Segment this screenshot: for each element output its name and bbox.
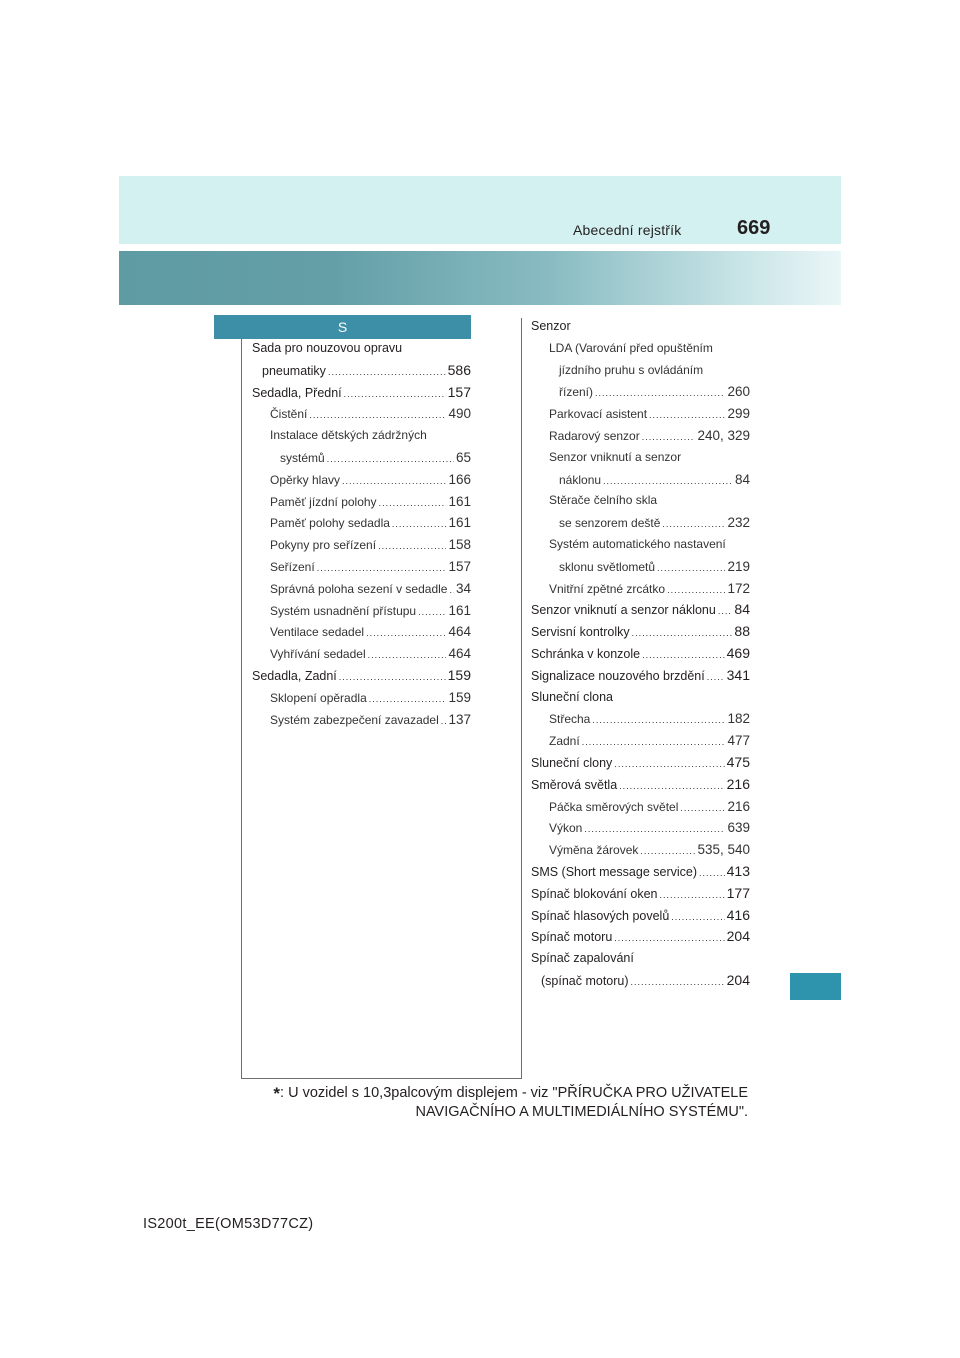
index-entry <box>252 709 471 731</box>
dot-leader <box>592 710 725 730</box>
decorative-gradient-band <box>119 251 841 305</box>
index-entry-term: Spínač blokování oken <box>531 886 658 901</box>
index-entry-page: 475 <box>726 753 750 770</box>
dot-leader <box>595 383 725 403</box>
index-entry <box>252 469 471 491</box>
index-entry-page: 464 <box>448 624 471 640</box>
index-entry-page: 159 <box>447 666 471 683</box>
index-entry <box>252 687 471 709</box>
index-column-left <box>252 338 471 730</box>
dot-leader <box>344 384 446 404</box>
index-entry-term: Páčka směrových světel <box>549 799 679 814</box>
dot-leader <box>614 754 724 774</box>
index-entry <box>531 534 750 556</box>
index-entry-term: Správná poloha sezení v sedadle <box>270 581 448 596</box>
index-entry-term: Spínač motoru <box>531 930 613 945</box>
index-entry <box>252 556 471 578</box>
index-entry-page: 166 <box>448 471 471 487</box>
section-letter-bar: S <box>214 315 471 339</box>
index-entry <box>531 469 750 491</box>
index-entry-term: Systém zabezpečení zavazadel <box>270 712 439 727</box>
index-entry-page: 65 <box>455 449 471 465</box>
index-entry <box>531 796 750 818</box>
index-entry-page: 157 <box>448 558 471 574</box>
index-entry-term: řízení) <box>559 385 594 400</box>
index-entry <box>252 534 471 556</box>
index-entry <box>252 512 471 534</box>
index-entry-page: 157 <box>447 383 471 400</box>
index-entry <box>531 490 750 512</box>
footnote-line-2: NAVIGAČNÍHO A MULTIMEDIÁLNÍHO SYSTÉMU". <box>415 1104 748 1120</box>
dot-leader <box>342 471 446 491</box>
dot-leader <box>718 601 733 621</box>
index-entry-term: LDA (Varování před opuštěním <box>549 340 713 355</box>
index-entry-page: 240, 329 <box>697 427 750 443</box>
index-entry-page: 341 <box>726 666 750 683</box>
index-entry-term: Senzor <box>531 319 571 333</box>
index-entry-term: SMS (Short message service) <box>531 864 698 879</box>
index-entry-page: 161 <box>448 515 471 531</box>
index-entry <box>531 774 750 796</box>
dot-leader <box>614 928 724 948</box>
footnote <box>272 1084 748 1122</box>
index-entry-term: Stěrače čelního skla <box>549 493 658 508</box>
index-entry <box>531 883 750 905</box>
index-entry-page: 204 <box>726 928 750 945</box>
index-entry-term: Systém usnadnění přístupu <box>270 603 417 618</box>
bottom-rule <box>241 1078 521 1079</box>
index-entry <box>531 926 750 948</box>
dot-leader <box>369 689 447 709</box>
index-entry <box>252 382 471 404</box>
index-entry-term: Senzor vniknutí a senzor <box>549 449 682 464</box>
index-entry-term: Výkon <box>549 821 583 836</box>
index-entry-page: 216 <box>726 775 750 792</box>
index-entry-page: 182 <box>727 711 750 727</box>
dot-leader <box>659 885 724 905</box>
index-entry-term: Vyhřívání sedadel <box>270 647 366 662</box>
dot-leader <box>328 362 446 382</box>
index-entry <box>252 403 471 425</box>
dot-leader <box>642 645 725 665</box>
index-entry-term: Sklopení opěradla <box>270 690 367 705</box>
index-entry-term: Senzor vniknutí a senzor náklonu <box>531 603 716 618</box>
index-entry-term: Sedadla, Zadní <box>252 668 337 683</box>
index-entry-term: Sluneční clona <box>531 689 614 704</box>
index-entry <box>531 621 750 643</box>
dot-leader <box>339 667 446 687</box>
index-entry-page: 464 <box>448 646 471 662</box>
index-entry <box>531 687 750 709</box>
index-column-right <box>531 316 750 992</box>
index-entry-page: 639 <box>727 820 750 836</box>
dot-leader <box>671 907 724 927</box>
index-entry-term: Ventilace sedadel <box>270 625 365 640</box>
section-thumb-tab <box>790 973 841 1000</box>
index-entry-page: 477 <box>727 733 750 749</box>
index-entry-term: Pokyny pro seřízení <box>270 538 377 553</box>
index-entry-page: 586 <box>447 361 471 378</box>
dot-leader <box>699 863 725 883</box>
footnote-line-1: *: U vozidel s 10,3palcovým displejem - viz "PŘÍRUČKA PRO UŽIVATELE <box>273 1084 748 1103</box>
index-entry-page: 535, 540 <box>697 842 750 858</box>
index-entry <box>531 970 750 992</box>
index-entry <box>252 491 471 513</box>
index-entry-term: Spínač hlasových povelů <box>531 908 670 923</box>
index-entry-term: pneumatiky <box>262 363 326 378</box>
index-entry-term: Schránka v konzole <box>531 646 641 661</box>
index-entry <box>531 665 750 687</box>
dot-leader <box>582 732 726 752</box>
dot-leader <box>680 798 725 818</box>
dot-leader <box>632 623 733 643</box>
index-entry <box>531 861 750 883</box>
index-entry-term: náklonu <box>559 472 602 487</box>
index-entry-page: 219 <box>727 558 750 574</box>
model-code: IS200t_EE(OM53D77CZ) <box>143 1216 314 1232</box>
index-entry <box>252 338 471 360</box>
dot-leader <box>603 471 733 491</box>
dot-leader <box>662 514 725 534</box>
index-entry-term: Sada pro nouzovou opravu <box>252 341 403 355</box>
index-entry-page: 260 <box>727 384 750 400</box>
index-entry <box>531 447 750 469</box>
index-entry <box>531 556 750 578</box>
index-entry <box>531 316 750 338</box>
index-entry-term: Sluneční clony <box>531 755 613 770</box>
index-entry-term: Střecha <box>549 712 591 727</box>
index-entry-page: 137 <box>448 711 471 727</box>
index-entry-page: 232 <box>727 515 750 531</box>
index-entry-term: Vnitřní zpětné zrcátko <box>549 581 666 596</box>
index-entry-term: Spínač zapalování <box>531 951 634 966</box>
dot-leader <box>707 667 725 687</box>
index-entry-page: 161 <box>448 493 471 509</box>
dot-leader <box>441 711 447 731</box>
index-entry-term: Směrová světla <box>531 777 618 792</box>
index-entry-page: 216 <box>727 798 750 814</box>
index-entry-page: 413 <box>726 862 750 879</box>
index-entry-term: Výměna žárovek <box>549 843 639 858</box>
dot-leader <box>649 405 725 425</box>
index-entry-page: 469 <box>726 644 750 661</box>
left-column-rule <box>241 318 242 1079</box>
index-entry-term: sklonu světlometů <box>559 559 656 574</box>
index-entry-term: Sedadla, Přední <box>252 385 342 400</box>
header-band <box>119 176 841 244</box>
index-entry-term: Parkovací asistent <box>549 407 648 422</box>
dot-leader <box>657 558 725 578</box>
dot-leader <box>418 602 446 622</box>
index-entry-page: 88 <box>734 623 750 640</box>
index-entry <box>531 403 750 425</box>
dot-leader <box>309 405 446 425</box>
index-entry <box>531 817 750 839</box>
page-number: 669 <box>737 217 771 239</box>
index-entry-term: (spínač motoru) <box>541 973 629 988</box>
index-entry-page: 490 <box>448 406 471 422</box>
index-entry-term: Paměť jízdní polohy <box>270 494 377 509</box>
dot-leader <box>642 427 696 447</box>
index-entry <box>252 665 471 687</box>
index-entry-page: 299 <box>727 406 750 422</box>
dot-leader <box>667 580 725 600</box>
index-entry <box>531 578 750 600</box>
index-entry-page: 172 <box>727 580 750 596</box>
dot-leader <box>366 623 446 643</box>
index-entry <box>252 621 471 643</box>
index-entry-term: Instalace dětských zádržných <box>270 428 427 443</box>
index-entry <box>531 599 750 621</box>
index-entry-term: Čistění <box>270 407 308 422</box>
page-title: Abecední rejstřík <box>573 222 682 238</box>
index-entry-page: 84 <box>734 471 750 487</box>
dot-leader <box>368 645 447 665</box>
index-entry-term: systémů <box>280 450 325 465</box>
dot-leader <box>378 536 446 556</box>
index-entry <box>531 338 750 360</box>
index-entry-page: 158 <box>448 537 471 553</box>
dot-leader <box>619 776 724 796</box>
index-entry <box>252 643 471 665</box>
index-entry-term: jízdního pruhu s ovládáním <box>559 362 704 377</box>
index-entry-term: Paměť polohy sedadla <box>270 516 390 531</box>
dot-leader <box>584 819 725 839</box>
index-entry-term: Systém automatického nastavení <box>549 536 726 551</box>
index-entry <box>531 730 750 752</box>
index-entry <box>252 360 471 382</box>
index-entry <box>252 447 471 469</box>
index-entry <box>252 578 471 600</box>
index-entry-term: Opěrky hlavy <box>270 472 341 487</box>
index-entry-page: 204 <box>726 971 750 988</box>
index-entry <box>531 948 750 970</box>
index-entry-page: 416 <box>726 906 750 923</box>
index-entry-page: 177 <box>726 884 750 901</box>
index-entry-term: Servisní kontrolky <box>531 625 630 640</box>
index-entry <box>531 905 750 927</box>
dot-leader <box>327 449 454 469</box>
index-entry <box>531 425 750 447</box>
dot-leader <box>449 580 454 600</box>
index-entry <box>531 381 750 403</box>
index-entry-term: Signalizace nouzového brzdění <box>531 668 705 683</box>
dot-leader <box>379 493 447 513</box>
index-entry-term: se senzorem deště <box>559 516 661 531</box>
dot-leader <box>392 514 447 534</box>
index-entry <box>252 600 471 622</box>
footnote-star: * <box>273 1084 281 1103</box>
middle-column-rule <box>521 318 522 1079</box>
index-entry <box>252 425 471 447</box>
index-entry <box>531 708 750 730</box>
index-entry-page: 159 <box>448 689 471 705</box>
index-entry-page: 34 <box>455 580 471 596</box>
index-entry-term: Radarový senzor <box>549 428 640 443</box>
index-entry-term: Seřízení <box>270 559 315 574</box>
index-entry <box>531 360 750 382</box>
index-entry-page: 161 <box>448 602 471 618</box>
index-entry-page: 84 <box>734 601 750 618</box>
dot-leader <box>631 972 725 992</box>
index-entry <box>531 752 750 774</box>
index-entry-term: Zadní <box>549 734 580 749</box>
index-entry <box>531 512 750 534</box>
dot-leader <box>640 841 695 861</box>
index-entry <box>531 839 750 861</box>
dot-leader <box>317 558 447 578</box>
index-entry <box>531 643 750 665</box>
